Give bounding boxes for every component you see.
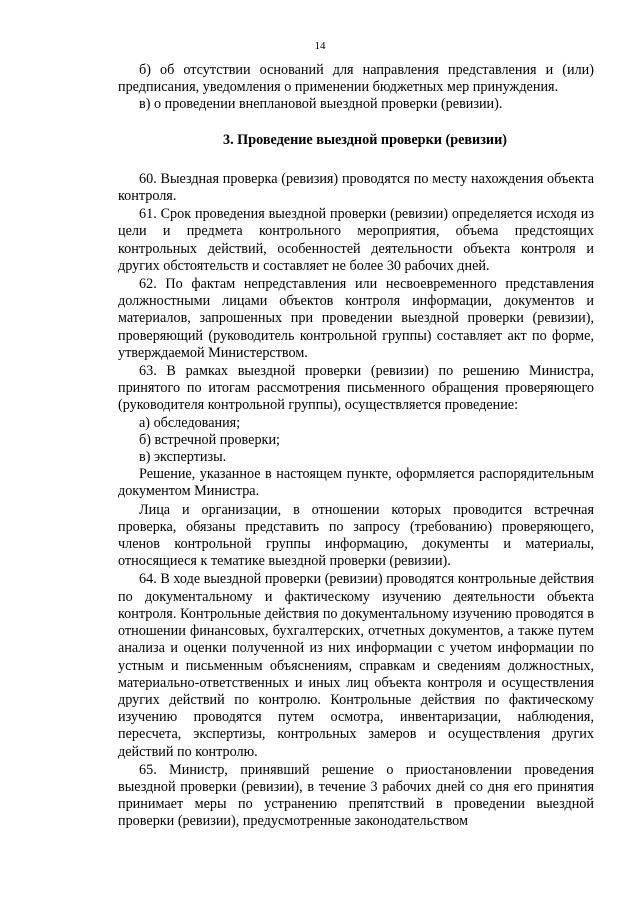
paragraph-61: 61. Срок проведения выездной проверки (ревизии) определяется исходя из цели и предмета контрольного мероприятия, объема предстоящих контрольных действий, особенностей деятельности объекта контроля и других обстоятельств и составляет не более 30 рабочих дней. [118, 206, 594, 274]
section-heading: 3. Проведение выездной проверки (ревизии) [222, 131, 507, 148]
document-body [118, 62, 594, 831]
intro-paragraph-v: в) о проведении внеплановой выездной проверки (ревизии). [139, 96, 503, 113]
intro-paragraph-b: б) об отсутствии оснований для направления представления и (или) предписания, уведомления о применении бюджетных мер принуждения. [118, 62, 594, 96]
paragraph-62: 62. По фактам непредставления или несвоевременного представления должностными лицами объектов контроля информации, документов и материалов, запрошенных при проведении выездной проверки (ревизии), проверяющий (руководитель контрольной группы) составляет акт по форме, утверждаемой Министерством. [118, 276, 594, 361]
decision-paragraph: Решение, указанное в настоящем пункте, оформляется распорядительным документом Министра. [118, 466, 594, 500]
list-item-b: б) встречной проверки; [139, 431, 280, 448]
list-item-v: в) экспертизы. [139, 449, 227, 466]
paragraph-65: 65. Министр, принявший решение о приостановлении проведения выездной проверки (ревизии), в течение 3 рабочих дней со дня его принятия принимает меры по устранению препятствий в проведении выездной проверки (ревизии), предусмотренные законодательством [118, 761, 594, 830]
page-number: 14 [314, 40, 326, 52]
paragraph-64: 64. В ходе выездной проверки (ревизии) проводятся контрольные действия по документальному и фактическому изучению деятельности объекта контроля. Контрольные действия по документальному изучению проводятся в отношении финансовых, бухгалтерских, отчетных документов, а также путем анализа и оценки полученной из них информации с учетом информации по устным и письменным объяснениям, справкам и сведениям должностных, материально-ответственных и иных лиц объекта контроля и осуществления других действий по контролю. Контрольные действия по фактическому изучению проводятся путем осмотра, инвентаризации, наблюдения, пересчета, экспертизы, контрольных замеров и осуществления других действий по контролю. [118, 571, 594, 760]
paragraph-60: 60. Выездная проверка (ревизия) проводятся по месту нахождения объекта контроля. [118, 170, 594, 205]
list-item-a: а) обследования; [139, 414, 241, 431]
paragraph-63: 63. В рамках выездной проверки (ревизии) по решению Министра, принятого по итогам рассмотрения письменного обращения проверяющего (руководителя контрольной группы), осуществляется проведение: [118, 363, 594, 414]
counter-check-paragraph: Лица и организации, в отношении которых проводится встречная проверка, обязаны представить по запросу (требованию) проверяющего, членов контрольной группы информацию, документы и материалы, относящиеся к тематике выездной проверки (ревизии). [118, 501, 594, 570]
